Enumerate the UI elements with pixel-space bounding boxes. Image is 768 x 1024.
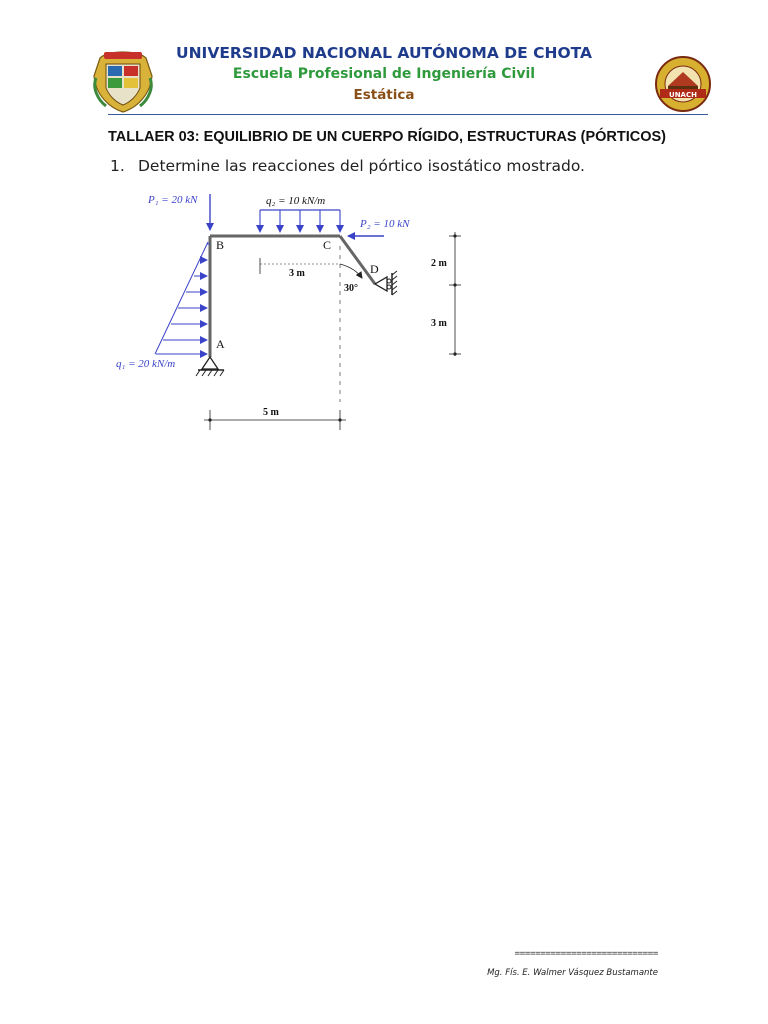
document-header	[0, 0, 768, 118]
node-label-a: A	[216, 337, 225, 351]
frame-diagram	[100, 182, 480, 438]
member-cd	[340, 236, 375, 284]
load-q1-triangular	[155, 242, 210, 354]
load-p2-label: P₂ = 10 kN	[360, 218, 410, 230]
dim-vertical	[449, 232, 461, 356]
dim-3m-vertical-label: 3 m	[431, 318, 447, 329]
university-name: UNIVERSIDAD NACIONAL AUTÓNOMA DE CHOTA	[176, 44, 592, 62]
load-q1-label: q₁ = 20 kN/m	[116, 358, 176, 370]
pin-support-a	[196, 357, 224, 376]
footer-divider: ============================	[514, 949, 658, 959]
school-name: Escuela Profesional de Ingeniería Civil	[232, 66, 536, 82]
dim-3m-horizontal-label: 3 m	[289, 268, 305, 279]
question-number: 1.	[110, 157, 125, 175]
dim-5m-label: 5 m	[263, 407, 279, 418]
question-text: Determine las reacciones del pórtico isostático mostrado.	[138, 157, 585, 175]
svg-text:UNACH: UNACH	[669, 91, 697, 99]
angle-arc	[340, 264, 362, 278]
author-signature: Mg. Fís. E. Walmer Vásquez Bustamante	[487, 968, 658, 978]
load-p1-label: P₁ = 20 kN	[148, 194, 198, 206]
angle-label: 30°	[344, 283, 358, 294]
dim-2m-label: 2 m	[431, 258, 447, 269]
civil-engineering-seal-icon	[650, 56, 716, 112]
node-label-b: B	[216, 238, 225, 252]
load-q2-label: q₂ = 10 kN/m	[266, 195, 326, 207]
node-label-d: D	[370, 262, 379, 276]
node-label-c: C	[323, 238, 332, 252]
load-q2-distributed	[260, 210, 340, 232]
header-divider	[108, 114, 708, 115]
workshop-title: TALLAER 03: EQUILIBRIO DE UN CUERPO RÍGIDO, ESTRUCTURAS (PÓRTICOS)	[108, 129, 667, 145]
course-name: Estática	[353, 87, 415, 103]
